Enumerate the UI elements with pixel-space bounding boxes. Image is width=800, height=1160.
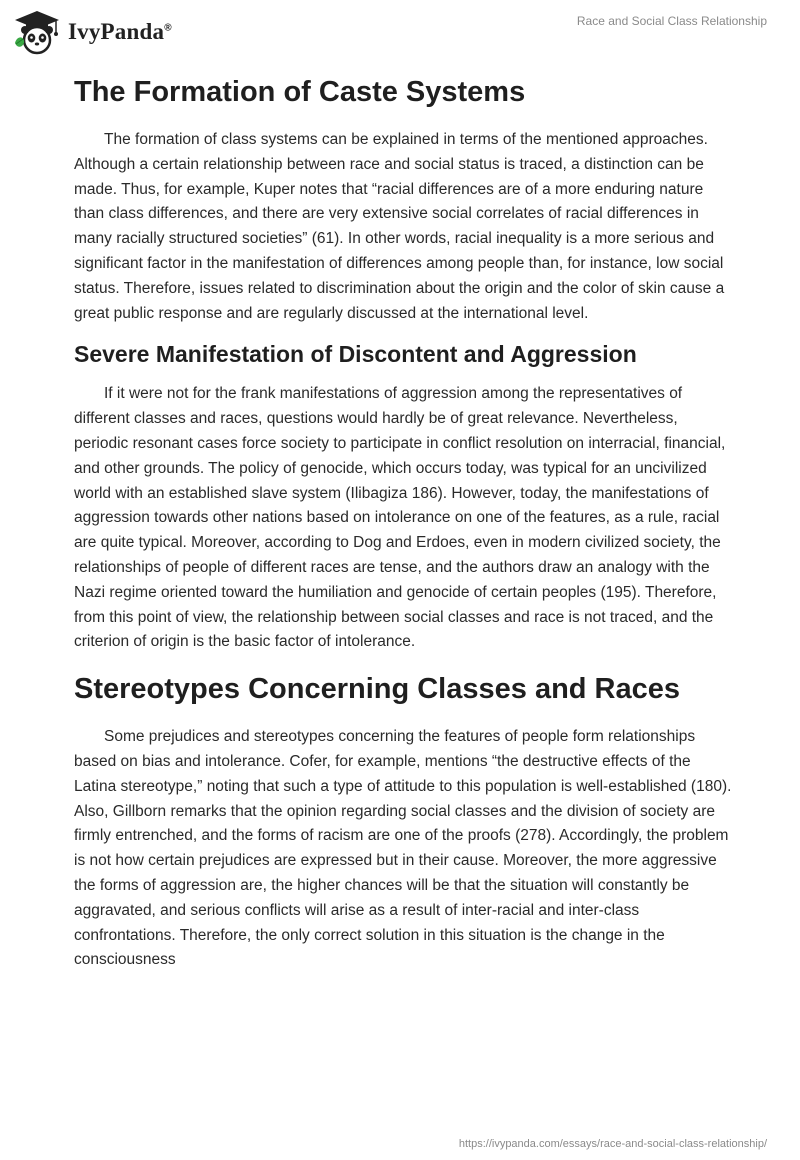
section-paragraph: If it were not for the frank manifestations of aggression among the representatives of different classes and races, questions would hardly be of great relevance. Nevertheless, periodic resonant cases force society to participate in conflict resolution on interracial, financial, and other grounds. The policy of genocide, which occurs today, was typical for an uncivilized world with an established slave system (Ilibagiza 186). However, today, the manifestations of aggression towards other nations based on intolerance on one of the features, as a rule, racial are quite typical. Moreover, according to Dog and Erdoes, even in modern civilized society, the relationships of people of different races are tense, and the authors draw an analogy with the Nazi regime oriented toward the humiliation and genocide of certain peoples (195). Therefore, from this point of view, the relationship between social classes and race is not traced, and the criterion of origin is the basic factor of intolerance. (74, 385, 726, 651)
section-paragraph: Some prejudices and stereotypes concerning the features of people form relationships based on bias and intolerance. Cofer, for example, mentions “the destructive effects of the Latina stereotype,” noting that such a type of attitude to this population is well-established (180). Also, Gillborn remarks that the opinion regarding social classes and the division of society are firmly entrenched, and the forms of racism are one of the proofs (278). Accordingly, the problem is not how certain prejudices are expressed but in their cause. Moreover, the more aggressive the forms of aggression are, the higher chances will be that the situation will constantly be aggravated, and serious conflicts will arise as a result of inter-racial and inter-class confrontations. Therefore, the only correct solution in this situation is the change in the consciousness (74, 728, 732, 969)
source-url-link[interactable]: https://ivypanda.com/essays/race-and-social-class-relationship/ (458, 1138, 767, 1150)
logo-text: IvyPanda® (68, 19, 172, 44)
section-heading: Stereotypes Concerning Classes and Races (74, 673, 681, 706)
page-header (0, 0, 800, 64)
panda-graduate-icon (12, 9, 62, 55)
section-paragraph: The formation of class systems can be explained in terms of the mentioned approaches. Although a certain relationship between race and social status is traced, a distinction can be made. Thus, for example, Kuper notes that “racial differences are of a more enduring nature than class differences, and there are very extensive social correlates of racial differences in many racially structured societies” (61). In other words, racial inequality is a more serious and significant factor in the manifestation of differences among people than, for instance, low social status. Therefore, issues related to discrimination about the origin and the color of skin cause a great public response and are regularly discussed at the international level. (74, 131, 725, 322)
section-heading: The Formation of Caste Systems (74, 76, 526, 108)
essay-body (74, 70, 734, 973)
section-heading: Severe Manifestation of Discontent and Aggression (74, 341, 637, 368)
running-title: Race and Social Class Relationship (576, 14, 767, 28)
ivypanda-logo[interactable] (12, 8, 172, 56)
